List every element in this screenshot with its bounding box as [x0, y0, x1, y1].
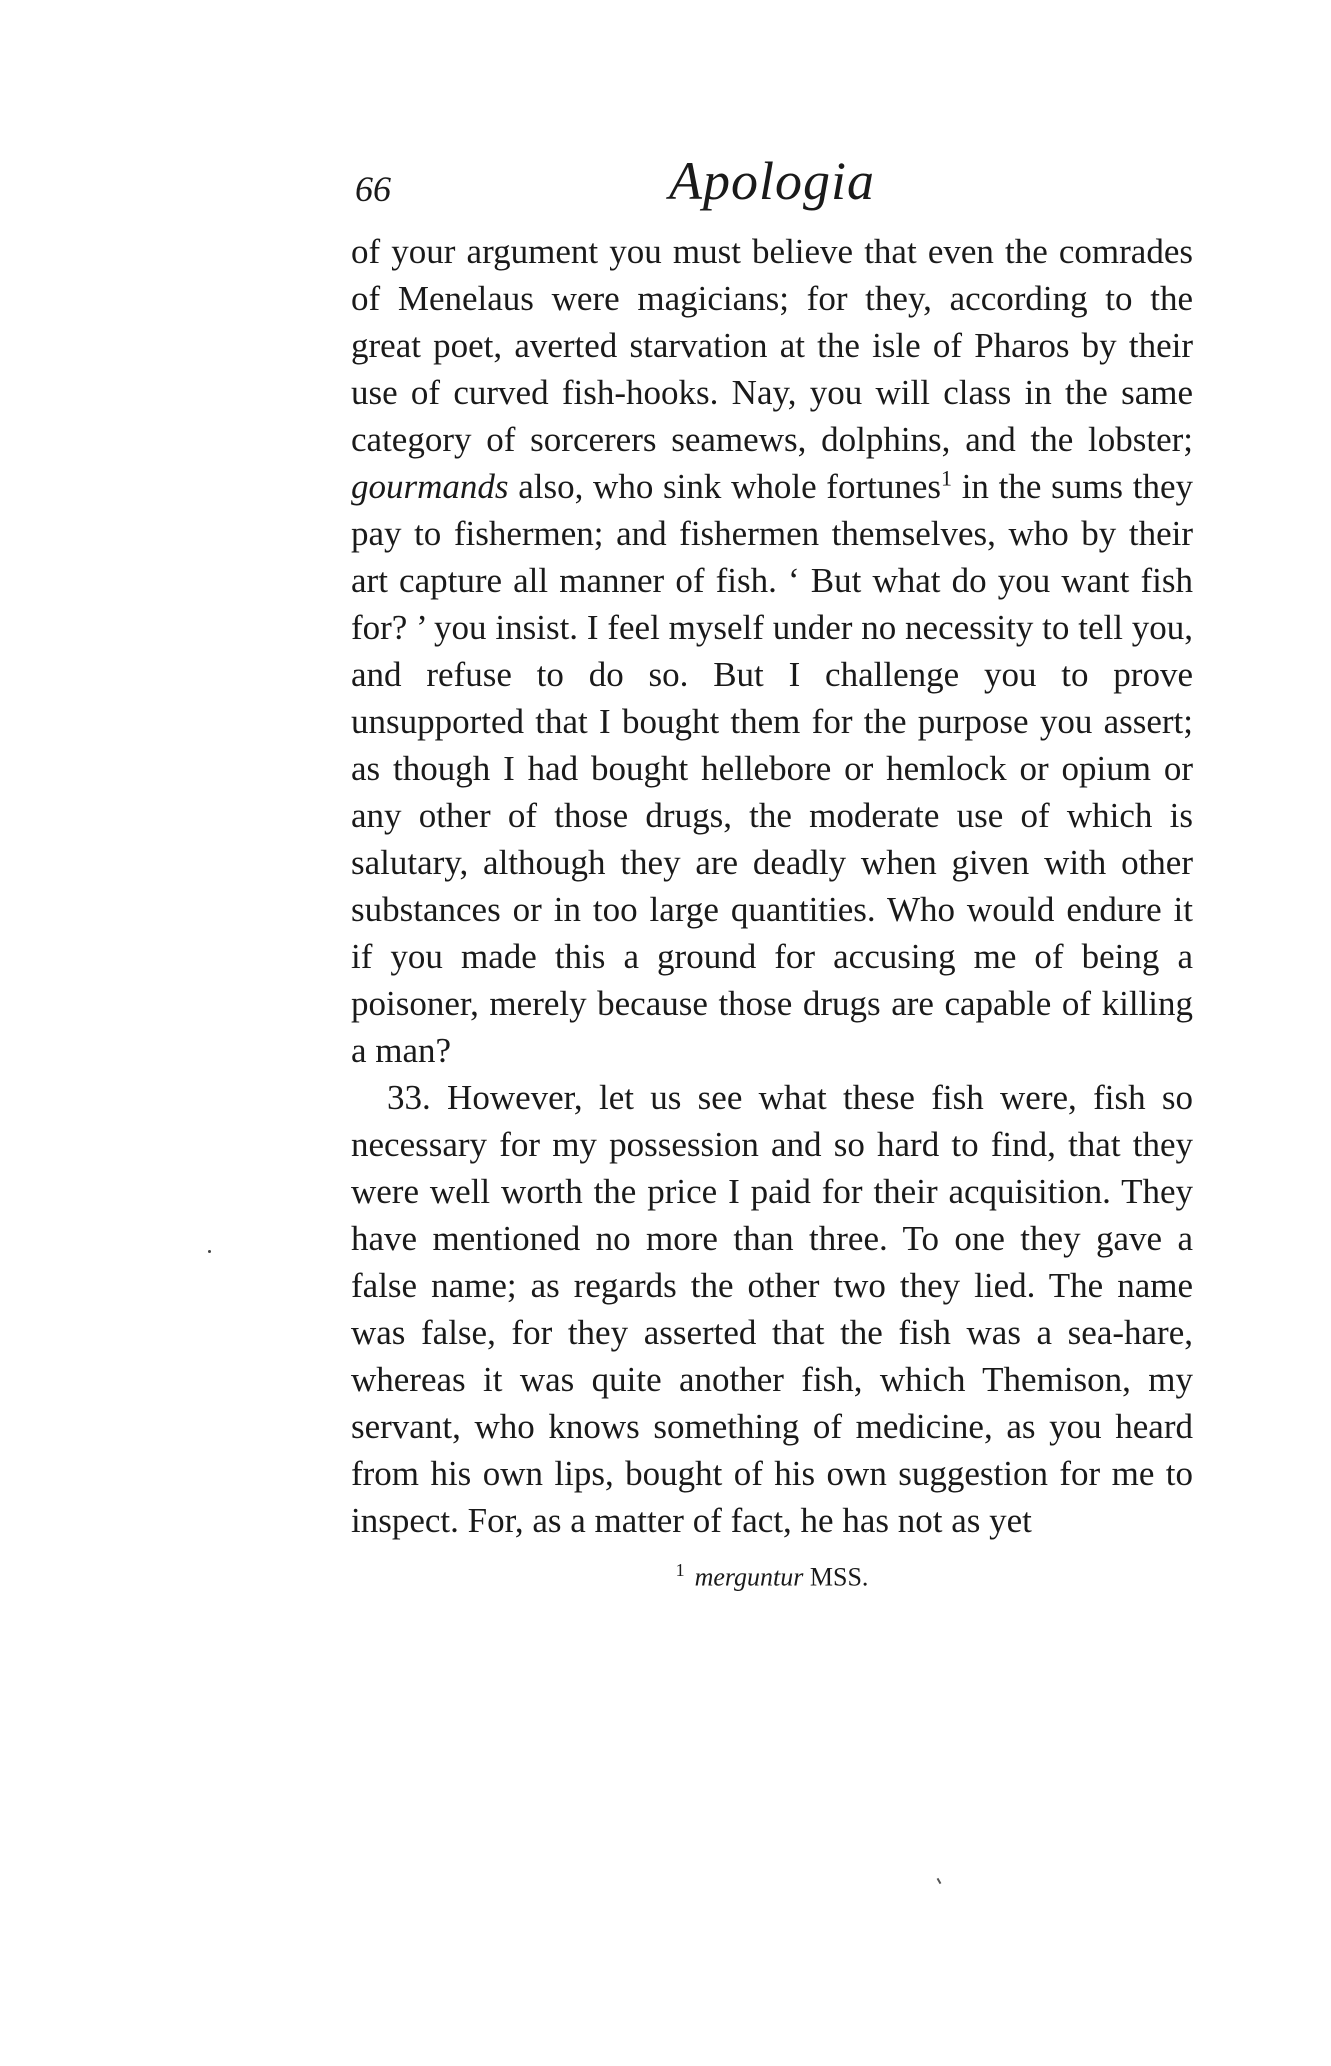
footnote-text: merguntur [694, 1562, 804, 1592]
italic-text: gourmands [351, 467, 509, 506]
running-head [351, 150, 1193, 228]
scan-speck [208, 1250, 211, 1253]
text-segment: also, who sink whole fortunes [508, 467, 941, 506]
paragraph [351, 1074, 1193, 1544]
scan-speck [937, 1878, 942, 1884]
book-page [351, 150, 1193, 1594]
body-text [351, 228, 1193, 1544]
footnote-suffix: MSS. [803, 1562, 869, 1592]
text-segment: in the sums they pay to fishermen; and fishermen themselves, who by their art capture all manner of fish. ‘ But what do you want fish for? ’ you insist. I feel myself under no necessity to tell you, and refuse to do so. But I challenge you to prove unsupported that I bought them for the purpose you assert; as though I had bought hellebore or hemlock or opium or any other of those drugs, the moderate use of which is salutary, although they are deadly when given with other substances or in too large quantities. Who would endure it if you made this a ground for accusing me of being a poisoner, merely because those drugs are capable of killing a man? [351, 467, 1193, 1070]
page-number: 66 [355, 169, 391, 209]
paragraph [351, 228, 1193, 1074]
running-title: Apologia [669, 151, 875, 211]
text-segment: 33. However, let us see what these fish were, fish so necessary for my possession and so hard to find, that they were well worth the price I paid for their acquisition. They have mentioned no more than three. To one they gave a false name; as regards the other two they lied. The name was false, for they asserted that the fish was a sea-hare, whereas it was quite another fish, which Themison, my servant, who knows something of medicine, as you heard from his own lips, bought of his own suggestion for me to inspect. For, as a matter of fact, he has not as yet [351, 1078, 1193, 1540]
footnote-reference: 1 [941, 465, 952, 491]
text-segment: of your argument you must believe that even the comrades of Menelaus were magicians; for they, according to the great poet, averted starvation at the isle of Pharos by their use of curved fish-hooks. Nay, you will class in the same category of sorcerers seamews, dolphins, and the lobster; [351, 232, 1193, 459]
footnote-mark: 1 [675, 1560, 685, 1580]
footnote [351, 1554, 1193, 1594]
